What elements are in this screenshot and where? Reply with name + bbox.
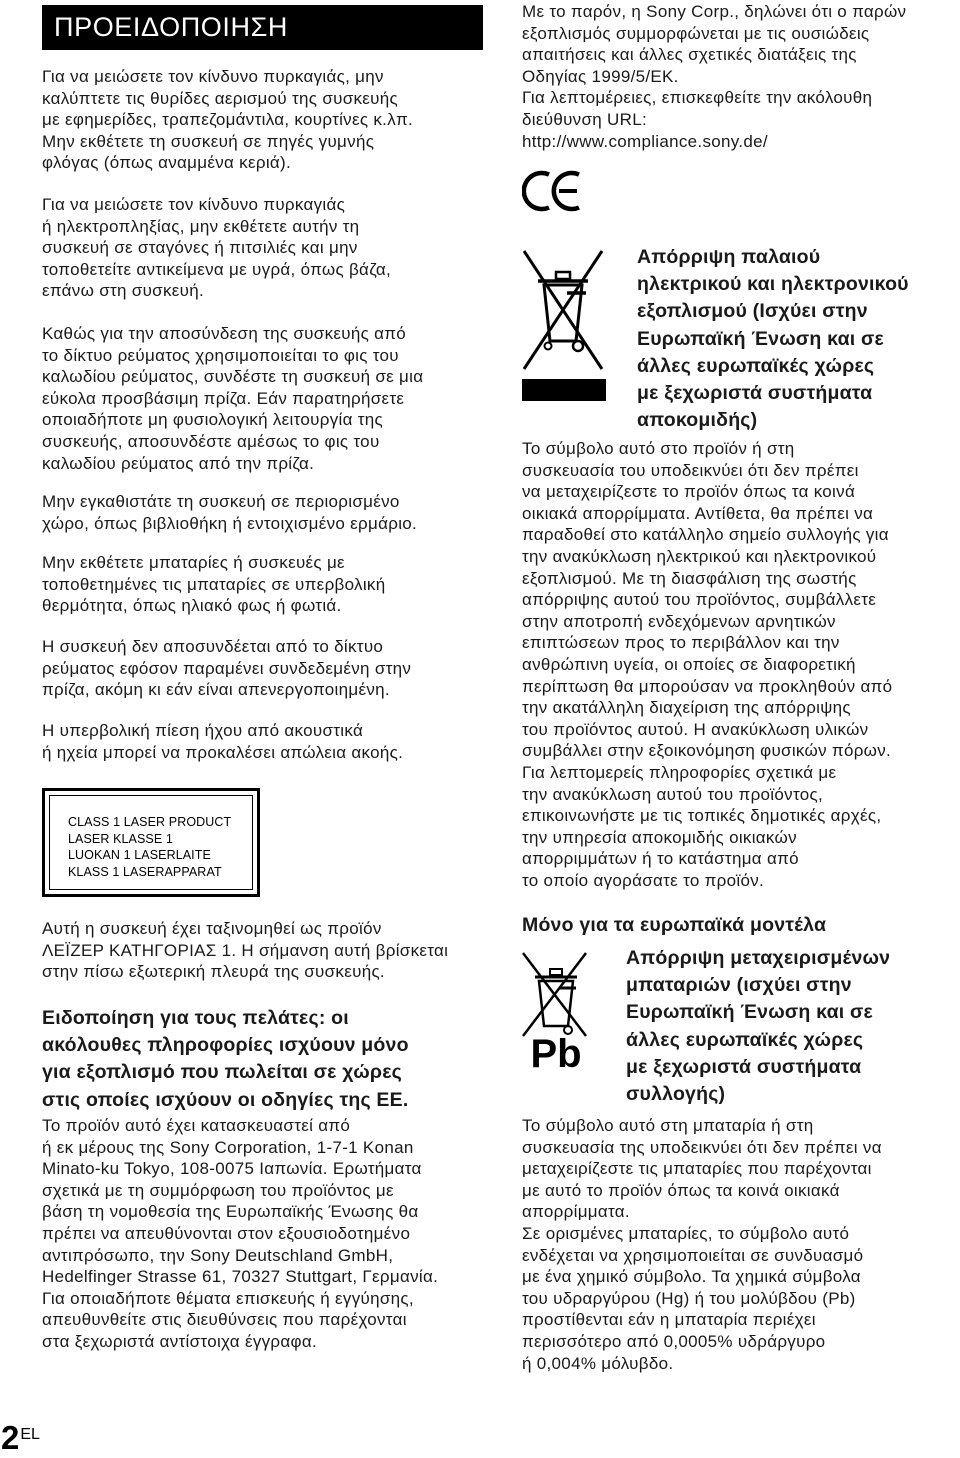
page-number-value: 2 — [1, 1419, 20, 1456]
warning-title: ΠΡΟΕΙΔΟΠΟΙΗΣΗ — [42, 5, 483, 50]
laser-label-line: LASER KLASSE 1 — [68, 831, 173, 846]
page-number — [1, 1420, 40, 1456]
warning-paragraph-batteries-heat: Μην εκθέτετε μπαταρίες ή συσκευές με τοποθετημένες τις μπαταρίες σε υπερβολική θερμότητα, όπως ηλιακό φως ή φωτιά. — [42, 553, 386, 616]
eu-models-heading: Μόνο για τα ευρωπαϊκά μοντέλα — [522, 914, 827, 936]
weee-body: Το σύμβολο αυτό στο προϊόν ή στη συσκευασία του υποδεικνύει ότι δεν πρέπει να μεταχειρίζεστε το προϊόν όπως τα κοινά οικιακά απορρίμματα. Αντίθετα, θα πρέπει να παραδοθεί στο κατάλληλο σημείο συλλογής για την ανακύκλωση ηλεκτρικού και ηλεκτρονικού εξοπλισμού. Με τη διασφάλιση της σωστής απόρριψης αυτού του προϊόντος, συμβάλλετε στην αποτροπή ενδεχόμενων αρνητικών επιπτώσεων προς το περιβάλλον και την ανθρώπινη υγεία, οι οποίες σε διαφορετική περίπτωση θα μπορούσαν να προκληθούν από την ακατάλληλη διαχείριση της απόρριψης του προϊόντος αυτού. Η ανακύκλωση υλικών συμβάλλει στην εξοικονόμηση φυσικών πόρων. Για λεπτομερείς πληροφορίες σχετικά με την ανακύκλωση αυτού του προϊόντος, επικοινωνήστε με τις τοπικές δημοτικές αρχές, την υπηρεσία αποκομιδής οικιακών απορριμμάτων ή το κατάστημα από το οποίο αγοράσατε το προϊόν. — [522, 439, 893, 890]
laser-label-text — [68, 814, 231, 880]
warning-paragraph-fire: Για να μειώσετε τον κίνδυνο πυρκαγιάς, μην καλύπτετε τις θυρίδες αερισμού της συσκευής με εφημερίδες, τραπεζομάντιλα, κουρτίνες κ.λπ. Μην εκθέτετε τη συσκευή σε πηγές γυμνής φλόγας (όπως αναμμένα κεριά). — [42, 67, 414, 173]
warning-paragraph-not-disconnected: Η συσκευή δεν αποσυνδέεται από το δίκτυο ρεύματος εφόσον παραμένει συνδεδεμένη στην πρίζα, ακόμη κι εάν είναι απενεργοποιημένη. — [42, 637, 412, 700]
warning-paragraph-confined-space: Μην εγκαθιστάτε τη συσκευή σε περιορισμένο χώρο, όπως βιβλιοθήκη ή εντοιχισμένο ερμάριο. — [42, 492, 418, 533]
warning-paragraph-mains-plug: Καθώς για την αποσύνδεση της συσκευής από το δίκτυο ρεύματος χρησιμοποιείται το φις του καλωδίου ρεύματος, συνδέστε τη συσκευή σε μια εύκολα προσβάσιμη πρίζα. Εάν παρατηρήσετε οποιαδήποτε μη φυσιολογική λειτουργία της συσκευής, αποσυνδέστε αμέσως το φις του καλωδίου ρεύματος από την πρίζα. — [42, 324, 424, 473]
crossed-out-bin-pb-icon — [520, 950, 592, 1076]
laser-label-line: CLASS 1 LASER PRODUCT — [68, 815, 232, 829]
eu-notice-heading: Ειδοποίηση για τους πελάτες: οι ακόλουθες πληροφορίες ισχύουν μόνο για εξοπλισμό που πωλείται σε χώρες στις οποίες ισχύουν οι οδηγίες της ΕΕ. — [42, 1007, 409, 1111]
warning-paragraph-hearing: Η υπερβολική πίεση ήχου από ακουστικά ή ηχεία μπορεί να προκαλέσει απώλεια ακοής. — [42, 721, 404, 762]
laser-label-line: LUOKAN 1 LASERLAITE — [68, 848, 211, 863]
page-language-code: EL — [20, 1426, 40, 1443]
laser-class-note: Αυτή η συσκευή έχει ταξινομηθεί ως προϊόν ΛΕΪΖΕΡ ΚΑΤΗΓΟΡΙΑΣ 1. Η σήμανση αυτή βρίσκεται στην πίσω εξωτερική πλευρά της συσκευής. — [42, 919, 449, 982]
declaration-of-conformity: Με το παρόν, η Sony Corp., δηλώνει ότι ο παρών εξοπλισμός συμμορφώνεται με τις ουσιώδεις απαιτήσεις και άλλες σχετικές διατάξεις της Οδηγίας 1999/5/ΕΚ. Για λεπτομέρειες, επισκεφθείτε την ακόλουθη διεύθυνση URL: http://www.compliance.sony.de/ — [522, 2, 907, 151]
battery-body: Το σύμβολο αυτό στη μπαταρία ή στη συσκευασία της υποδεικνύει ότι δεν πρέπει να μεταχειρίζεστε τις μπαταρίες που παρέχονται με αυτό το προϊόν όπως τα κοινά οικιακά απορρίμματα. Σε ορισμένες μπαταρίες, το σύμβολο αυτό ενδέχεται να χρησιμοποιείται σε συνδυασμό με ένα χημικό σύμβολο. Τα χημικά σύμβολα του υδραργύρου (Hg) ή του μολύβδου (Pb) προστίθενται εάν η μπαταρία περιέχει περισσότερο από 0,0005% υδράργυρο ή 0,004% μόλυβδο. — [522, 1116, 882, 1373]
eu-notice-body: Το προϊόν αυτό έχει κατασκευαστεί από ή εκ μέρους της Sony Corporation, 1-7-1 Konan Minato-ku Tokyo, 108-0075 Ιαπωνία. Ερωτήματα σχετικά με τη συμμόρφωση του προϊόντος με βάση τη νομοθεσία της Ευρωπαϊκής Ένωσης θα πρέπει να απευθύνονται στον εξουσιοδοτημένο αντιπρόσωπο, την Sony Deutschland GmbH, Hedelfinger Strasse 61, 70327 Stuttgart, Γερμανία. Για οποιαδήποτε θέματα επισκευής ή εγγύησης, απευθυνθείτε στις διευθύνσεις που παρέχονται στα ξεχωριστά αντίστοιχα έγγραφα. — [42, 1116, 439, 1351]
crossed-out-wheelie-bin-icon — [520, 245, 606, 401]
battery-heading: Απόρριψη μεταχειρισμένων μπαταριών (ισχύει στην Ευρωπαϊκή Ένωση και σε άλλες ευρωπαϊκές χώρες με ξεχωριστά συστήματα συλλογής) — [626, 947, 891, 1106]
ce-mark-icon — [522, 170, 582, 212]
weee-heading: Απόρριψη παλαιού ηλεκτρικού και ηλεκτρονικού εξοπλισμού (Ισχύει στην Ευρωπαϊκή Ένωση και σε άλλες ευρωπαϊκές χώρες με ξεχωριστά συστήματα αποκομιδής) — [637, 246, 909, 432]
laser-label-line: KLASS 1 LASERAPPARAT — [68, 864, 222, 879]
laser-class-label — [42, 788, 260, 897]
warning-paragraph-shock: Για να μειώσετε τον κίνδυνο πυρκαγιάς ή ηλεκτροπληξίας, μην εκθέτετε αυτήν τη συσκευή σε σταγόνες ή πιτσιλιές και μην τοποθετείτε αντικείμενα με υγρά, όπως βάζα, επάνω στη συσκευή. — [42, 195, 391, 301]
battery-symbol-text: Pb — [530, 1032, 582, 1076]
